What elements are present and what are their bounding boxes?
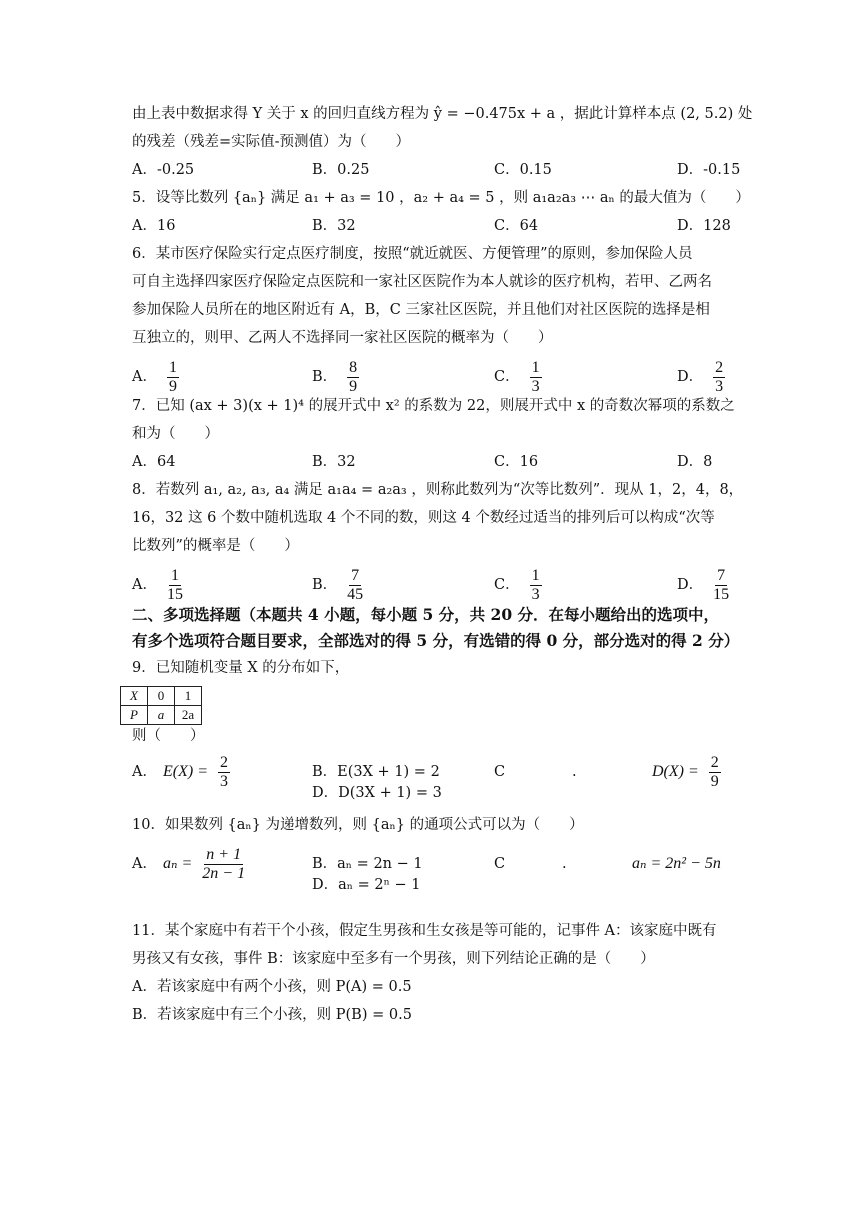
denominator: 3 [715,377,724,395]
table-cell: 0 [148,687,175,706]
formula-lhs: D(X) = [652,763,699,780]
option-label: C． [494,577,520,593]
q4-text-line1: 由上表中数据求得 Y 关于 x 的回归直线方程为 ŷ = −0.475x + a ，据此计算样本点 (2, 5.2) 处 [132,106,753,122]
denominator: 3 [531,377,540,395]
q9-then: 则（ ） [132,728,205,744]
q8-option-a [132,560,183,610]
q4-options [132,156,741,184]
q8-text-line1: 8．若数列 a₁, a₂, a₃, a₄ 满足 a₁a₄ = a₂a₃ ，则称此数列为“次等比数列”．现从 1，2，4，8， [132,482,744,498]
option-label: D． [677,369,704,385]
q11-option-b: B．若该家庭中有三个小孩，则 P(B) = 0.5 [132,1007,412,1023]
denominator: 3 [531,585,540,603]
fraction [530,567,542,604]
denominator: 45 [347,585,364,603]
table-cell: a [148,706,175,725]
fraction [167,567,183,604]
q9-options-row1 [132,747,732,790]
q6-text-line1: 6．某市医疗保险实行定点医疗制度，按照“就近就医、方便管理”的原则，参加保险人员 [132,246,693,262]
q10-options-row1 [132,839,732,882]
denominator: 9 [710,772,719,790]
option-text: B．aₙ = 2n − 1 [312,856,423,872]
q10-option-d: D．aₙ = 2ⁿ − 1 [312,877,421,893]
fraction [167,359,179,396]
q4-option-a: A．-0.25 [132,162,195,178]
option-dot: . [562,856,567,872]
denominator: 15 [713,585,730,603]
q7-text-line1: 7．已知 (ax + 3)(x + 1)⁴ 的展开式中 x² 的系数为 22，则展开式中 x 的奇数次幂项的系数之 [132,398,735,414]
numerator: 8 [349,358,358,376]
table-cell: P [121,706,148,725]
q4-option-b: B．0.25 [312,162,370,178]
q7-option-a: A．64 [132,454,176,470]
q7-option-b: B．32 [312,454,356,470]
q4-option-d: D．-0.15 [677,162,741,178]
numerator: 2 [219,753,228,771]
fraction [347,359,359,396]
q8-text-line2: 16，32 这 6 个数中随机选取 4 个不同的数，则这 4 个数经过适当的排列后可以构成“次等 [132,510,715,526]
q10-text: 10．如果数列 {aₙ} 为递增数列，则 {aₙ} 的通项公式可以为（ ） [132,817,584,833]
q5-option-d: D．128 [677,218,731,234]
numerator: 2 [715,358,724,376]
q8-option-c [494,560,542,610]
denominator: 2n − 1 [202,864,246,882]
option-label: B． [312,577,338,593]
denominator: 3 [219,772,228,790]
numerator: 1 [531,358,540,376]
table-cell: 2a [175,706,202,725]
q9-text: 9．已知随机变量 X 的分布如下， [132,660,350,676]
q11-text-line2: 男孩又有女孩，事件 B：该家庭中至多有一个男孩，则下列结论正确的是（ ） [132,951,655,967]
option-label: C [494,764,506,780]
option-label: A． [132,577,157,593]
fraction [713,567,729,604]
denominator: 9 [349,377,358,395]
q5-text: 5．设等比数列 {aₙ} 满足 a₁ + a₃ = 10 ，a₂ + a₄ = 5 ，则 a₁a₂a₃ ⋯ aₙ 的最大值为（ ） [132,190,750,206]
denominator: 9 [168,377,177,395]
q7-option-c: C．16 [494,454,539,470]
numerator: 1 [170,566,179,584]
q11-text-line1: 11．某个家庭中有若干个小孩，假定生男孩和生女孩是等可能的，记事件 A：该家庭中既有 [132,923,717,939]
option-label: A． [132,856,157,872]
q7-text-line2: 和为（ ） [132,426,219,442]
option-label: C [494,856,506,872]
option-label: C． [494,369,520,385]
table-cell: 1 [175,687,202,706]
table-cell: X [121,687,148,706]
q6-options [132,352,732,395]
q5-option-a: A．16 [132,218,176,234]
q6-text-line3: 参加保险人员所在的地区附近有 A，B，C 三家社区医院，并且他们对社区医院的选择是相 [132,302,710,318]
q9-option-d: D．D(3X + 1) = 3 [312,785,442,801]
q7-options [132,448,732,476]
q7-option-d: D．8 [677,454,713,470]
q4-option-c: C．0.15 [494,162,552,178]
option-label: A． [132,369,157,385]
q5-option-b: B．32 [312,218,356,234]
q11-option-a: A．若该家庭中有两个小孩，则 P(A) = 0.5 [132,979,412,995]
q8-option-b [312,560,363,610]
option-text: aₙ = 2n² − 5n [632,855,721,872]
numerator: n + 1 [206,845,242,863]
q8-text-line3: 比数列”的概率是（ ） [132,538,299,554]
section-heading-multiple-choice: 二、多项选择题（本题共 4 小题，每小题 5 分，共 20 分．在每小题给出的选项中，有多个选项符合题目要求，全部选对的得 5 分，有选错的得 0 分，部分选对的得 2 分） [132,605,740,650]
option-dot: . [572,764,577,780]
table-row [121,687,202,706]
option-label: B． [312,369,338,385]
q8-option-d [677,560,729,610]
numerator: 1 [531,566,540,584]
fraction [530,359,542,396]
numerator: 7 [717,566,726,584]
fraction [347,567,363,604]
q5-options [132,212,732,240]
fraction [713,359,725,396]
table-row [121,706,202,725]
numerator: 1 [168,358,177,376]
q4-text-line2: 的残差（残差=实际值-预测值）为（ ） [132,134,411,150]
numerator: 2 [710,753,719,771]
formula-lhs: E(X) = [162,763,208,780]
q5-option-c: C．64 [494,218,539,234]
q8-options [132,560,732,603]
q6-text-line2: 可自主选择四家医疗保险定点医院和一家社区医院作为本人就诊的医疗机构，若甲、乙两名 [132,274,712,290]
option-label: D． [677,577,704,593]
q6-text-line4: 互独立的，则甲、乙两人不选择同一家社区医院的概率为（ ） [132,330,553,346]
numerator: 7 [351,566,360,584]
distribution-table [120,686,202,725]
exam-page [130,100,753,1029]
option-text: B．E(3X + 1) = 2 [312,764,440,780]
option-label: A． [132,764,157,780]
denominator: 15 [166,585,183,603]
formula-lhs: aₙ = [162,855,193,872]
